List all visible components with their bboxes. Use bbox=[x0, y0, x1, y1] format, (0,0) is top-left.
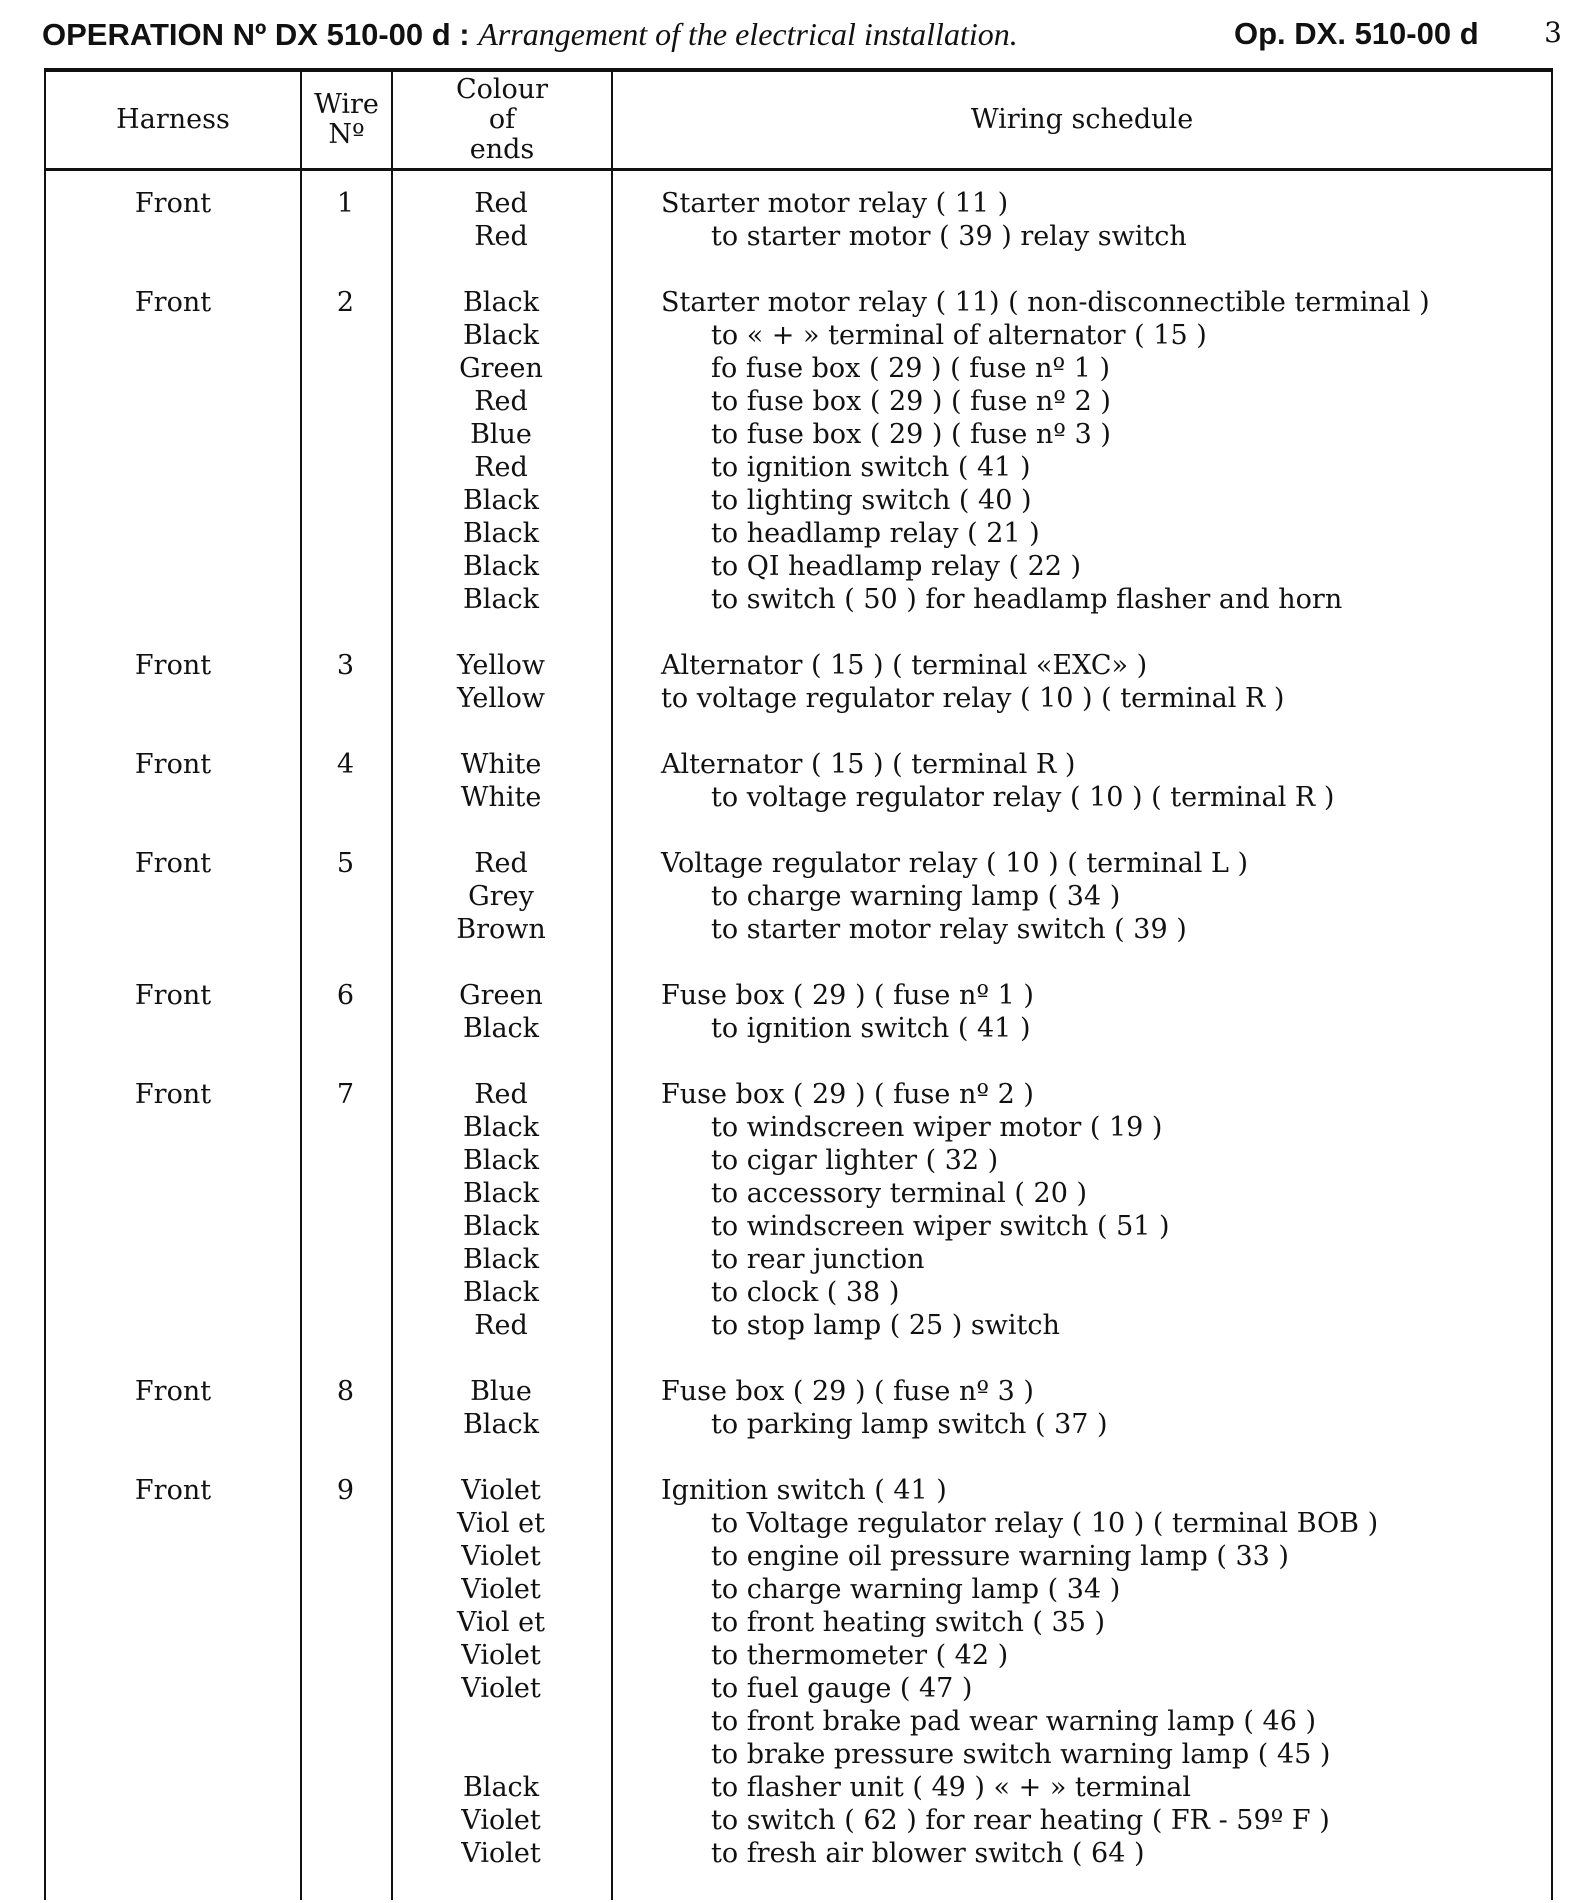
wire-number-cell: 3 bbox=[336, 650, 355, 681]
schedule-cell bbox=[611, 649, 1551, 715]
schedule-line: to thermometer ( 42 ) bbox=[711, 1640, 1009, 1671]
schedule-line: Fuse box ( 29 ) ( fuse nº 1 ) bbox=[661, 980, 1034, 1011]
colour-line: Black bbox=[462, 1211, 540, 1242]
header-colour-line: ends bbox=[469, 134, 535, 165]
header-colour-of-ends bbox=[393, 72, 611, 168]
schedule-cell bbox=[611, 286, 1551, 616]
schedule-line: to cigar lighter ( 32 ) bbox=[711, 1145, 999, 1176]
schedule-line: to fuel gauge ( 47 ) bbox=[711, 1673, 973, 1704]
colour-line: Violet bbox=[461, 1838, 541, 1869]
table-body bbox=[46, 187, 1551, 1903]
operation-code: Op. DX. 510-00 d bbox=[1234, 16, 1479, 51]
schedule-line: to front brake pad wear warning lamp ( 46 ) bbox=[711, 1706, 1316, 1737]
colour-cell bbox=[391, 187, 611, 253]
schedule-line: to Voltage regulator relay ( 10 ) ( terminal BOB ) bbox=[711, 1508, 1379, 1539]
schedule-line: to « + » terminal of alternator ( 15 ) bbox=[711, 320, 1207, 351]
harness-cell: Front bbox=[134, 650, 212, 681]
colour-line: Yellow bbox=[456, 650, 546, 681]
colour-line: Viol et bbox=[457, 1508, 545, 1539]
schedule-line: to switch ( 50 ) for headlamp flasher and horn bbox=[711, 584, 1343, 615]
schedule-line: to windscreen wiper switch ( 51 ) bbox=[711, 1211, 1170, 1242]
schedule-line: to ignition switch ( 41 ) bbox=[711, 1013, 1031, 1044]
schedule-line: to fresh air blower switch ( 64 ) bbox=[711, 1838, 1145, 1869]
schedule-line: Alternator ( 15 ) ( terminal R ) bbox=[661, 749, 1076, 780]
schedule-cell bbox=[611, 1474, 1551, 1870]
header-wiring-schedule: Wiring schedule bbox=[970, 104, 1194, 135]
header-colour-line: Colour bbox=[455, 74, 549, 105]
schedule-line: Starter motor relay ( 11) ( non-disconnectible terminal ) bbox=[661, 287, 1430, 318]
schedule-line: to rear junction bbox=[711, 1244, 925, 1275]
schedule-line: Ignition switch ( 41 ) bbox=[661, 1475, 947, 1506]
table-row bbox=[46, 1375, 1551, 1441]
colour-line: Black bbox=[462, 1145, 540, 1176]
harness-cell: Front bbox=[134, 980, 212, 1011]
schedule-line: to voltage regulator relay ( 10 ) ( terminal R ) bbox=[711, 782, 1335, 813]
colour-cell bbox=[391, 649, 611, 715]
header-wire-line: Nº bbox=[328, 119, 365, 150]
colour-line: Black bbox=[462, 1178, 540, 1209]
schedule-line: to switch ( 62 ) for rear heating ( FR - 59º F ) bbox=[711, 1805, 1330, 1836]
header-colour-line: of bbox=[488, 104, 516, 135]
header-wire-line: Wire bbox=[314, 89, 379, 120]
colour-line: Red bbox=[474, 452, 528, 483]
header-harness: Harness bbox=[116, 104, 230, 135]
schedule-line: Starter motor relay ( 11 ) bbox=[661, 188, 1009, 219]
harness-cell: Front bbox=[134, 749, 212, 780]
wire-number-cell: 7 bbox=[336, 1079, 355, 1110]
colour-line: Black bbox=[462, 1112, 540, 1143]
schedule-line: to parking lamp switch ( 37 ) bbox=[711, 1409, 1108, 1440]
colour-line: Black bbox=[462, 551, 540, 582]
schedule-line: fo fuse box ( 29 ) ( fuse nº 1 ) bbox=[711, 353, 1111, 384]
schedule-cell bbox=[611, 1078, 1551, 1342]
harness-cell: Front bbox=[134, 287, 212, 318]
operation-label: OPERATION Nº DX 510-00 d : bbox=[42, 17, 470, 52]
operation-title bbox=[42, 16, 1018, 53]
wire-number-cell: 4 bbox=[336, 749, 355, 780]
colour-line: Black bbox=[462, 485, 540, 516]
schedule-cell bbox=[611, 187, 1551, 253]
schedule-line: to front heating switch ( 35 ) bbox=[711, 1607, 1106, 1638]
colour-line: White bbox=[460, 749, 542, 780]
colour-line: Black bbox=[462, 518, 540, 549]
schedule-line: Fuse box ( 29 ) ( fuse nº 2 ) bbox=[661, 1079, 1034, 1110]
table-row bbox=[46, 649, 1551, 715]
page-header bbox=[42, 12, 1562, 60]
colour-cell bbox=[391, 1375, 611, 1441]
table-row bbox=[46, 1078, 1551, 1342]
colour-line: Black bbox=[462, 584, 540, 615]
colour-line: Red bbox=[474, 1310, 528, 1341]
schedule-cell bbox=[611, 748, 1551, 814]
colour-line: Viol et bbox=[457, 1607, 545, 1638]
schedule-line: to QI headlamp relay ( 22 ) bbox=[711, 551, 1082, 582]
schedule-line: to flasher unit ( 49 ) « + » terminal bbox=[711, 1772, 1192, 1803]
table-row bbox=[46, 1474, 1551, 1870]
harness-cell: Front bbox=[134, 1475, 212, 1506]
table-row bbox=[46, 748, 1551, 814]
colour-cell bbox=[391, 286, 611, 616]
colour-line: Violet bbox=[461, 1640, 541, 1671]
wire-number-cell: 6 bbox=[336, 980, 355, 1011]
harness-cell: Front bbox=[134, 1376, 212, 1407]
colour-line: Black bbox=[462, 1277, 540, 1308]
colour-line: Brown bbox=[456, 914, 546, 945]
schedule-line: Fuse box ( 29 ) ( fuse nº 3 ) bbox=[661, 1376, 1034, 1407]
schedule-line: to engine oil pressure warning lamp ( 33 ) bbox=[711, 1541, 1289, 1572]
schedule-line: Voltage regulator relay ( 10 ) ( terminal L ) bbox=[661, 848, 1249, 879]
colour-line: Black bbox=[462, 1013, 540, 1044]
colour-line: Red bbox=[474, 848, 528, 879]
schedule-line: Alternator ( 15 ) ( terminal «EXC» ) bbox=[661, 650, 1148, 681]
colour-line: Green bbox=[459, 980, 543, 1011]
schedule-line: to starter motor ( 39 ) relay switch bbox=[711, 221, 1187, 252]
table-row bbox=[46, 187, 1551, 253]
wire-number-cell: 1 bbox=[336, 188, 355, 219]
schedule-line: to windscreen wiper motor ( 19 ) bbox=[711, 1112, 1163, 1143]
schedule-line: to accessory terminal ( 20 ) bbox=[711, 1178, 1087, 1209]
schedule-line: to headlamp relay ( 21 ) bbox=[711, 518, 1040, 549]
colour-line bbox=[391, 1738, 611, 1771]
colour-line: Red bbox=[474, 188, 528, 219]
harness-cell: Front bbox=[134, 1079, 212, 1110]
colour-line: White bbox=[460, 782, 542, 813]
colour-line: Black bbox=[462, 1772, 540, 1803]
table-row bbox=[46, 286, 1551, 616]
colour-line: Violet bbox=[461, 1574, 541, 1605]
colour-line: Black bbox=[462, 1244, 540, 1275]
schedule-line: to clock ( 38 ) bbox=[711, 1277, 900, 1308]
table-row bbox=[46, 847, 1551, 946]
wire-number-cell: 9 bbox=[336, 1475, 355, 1506]
colour-line: Red bbox=[474, 1079, 528, 1110]
wiring-table bbox=[44, 68, 1553, 1900]
schedule-line: to voltage regulator relay ( 10 ) ( terminal R ) bbox=[661, 683, 1285, 714]
header-wire-number bbox=[302, 72, 391, 168]
table-row bbox=[46, 979, 1551, 1045]
schedule-line: to fuse box ( 29 ) ( fuse nº 2 ) bbox=[711, 386, 1111, 417]
colour-cell bbox=[391, 1474, 611, 1870]
colour-line: Violet bbox=[461, 1805, 541, 1836]
colour-line: Grey bbox=[468, 881, 534, 912]
colour-line: Violet bbox=[461, 1475, 541, 1506]
colour-line: Violet bbox=[461, 1673, 541, 1704]
colour-line: Black bbox=[462, 320, 540, 351]
colour-line: Blue bbox=[470, 1376, 532, 1407]
harness-cell: Front bbox=[134, 188, 212, 219]
wire-number-cell: 2 bbox=[336, 287, 355, 318]
colour-line: Violet bbox=[461, 1541, 541, 1572]
colour-line bbox=[391, 1705, 611, 1738]
header-divider bbox=[46, 168, 1551, 171]
schedule-line: to ignition switch ( 41 ) bbox=[711, 452, 1031, 483]
operation-subtitle: Arrangement of the electrical installation. bbox=[478, 16, 1018, 52]
colour-line: Red bbox=[474, 221, 528, 252]
colour-line: Yellow bbox=[456, 683, 546, 714]
page-number: 3 bbox=[1544, 16, 1562, 49]
schedule-line: to brake pressure switch warning lamp ( 45 ) bbox=[711, 1739, 1331, 1770]
schedule-cell bbox=[611, 979, 1551, 1045]
schedule-line: to charge warning lamp ( 34 ) bbox=[711, 881, 1121, 912]
colour-cell bbox=[391, 748, 611, 814]
colour-line: Green bbox=[459, 353, 543, 384]
schedule-line: to fuse box ( 29 ) ( fuse nº 3 ) bbox=[711, 419, 1111, 450]
schedule-line: to charge warning lamp ( 34 ) bbox=[711, 1574, 1121, 1605]
colour-line: Red bbox=[474, 386, 528, 417]
schedule-cell bbox=[611, 1375, 1551, 1441]
schedule-line: to lighting switch ( 40 ) bbox=[711, 485, 1032, 516]
colour-cell bbox=[391, 847, 611, 946]
schedule-cell bbox=[611, 847, 1551, 946]
colour-line: Black bbox=[462, 1409, 540, 1440]
harness-cell: Front bbox=[134, 848, 212, 879]
schedule-line: to stop lamp ( 25 ) switch bbox=[711, 1310, 1060, 1341]
colour-cell bbox=[391, 979, 611, 1045]
colour-line: Black bbox=[462, 287, 540, 318]
wire-number-cell: 8 bbox=[336, 1376, 355, 1407]
wire-number-cell: 5 bbox=[336, 848, 355, 879]
colour-cell bbox=[391, 1078, 611, 1342]
colour-line: Blue bbox=[470, 419, 532, 450]
schedule-line: to starter motor relay switch ( 39 ) bbox=[711, 914, 1187, 945]
